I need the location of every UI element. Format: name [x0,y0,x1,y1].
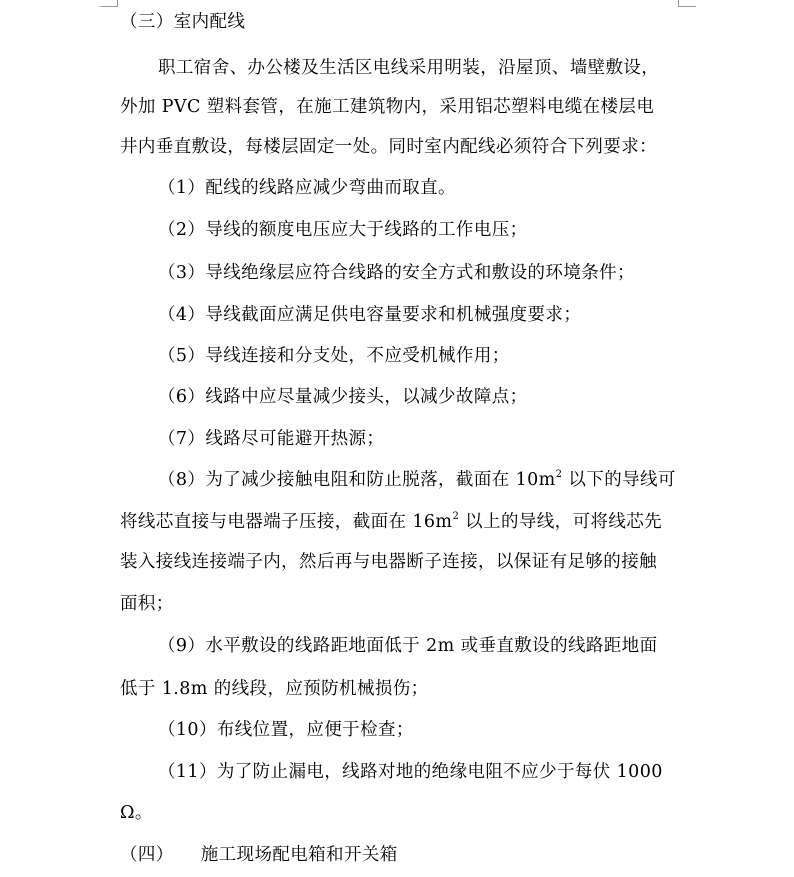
item-8-text-b: 以下的导线可 [562,470,676,490]
list-item-8-line-2 [120,510,662,534]
section-heading-3: （三）室内配线 [120,12,246,32]
item-8-text-a: （8）为了减少接触电阻和防止脱落，截面在 10m [158,470,556,490]
item-8-text-d: 以上的导线，可将线芯先 [459,512,663,532]
section-heading-4: （四） 施工现场配电箱和开关箱 [120,845,398,865]
crop-mark-top-left-vertical [117,0,118,7]
list-item-1: （1）配线的线路应减少弯曲而取直。 [158,178,456,198]
crop-mark-top-right [678,6,696,7]
list-item-8-line-1 [158,468,676,492]
list-item-2: （2）导线的额度电压应大于线路的工作电压； [158,220,528,240]
item-8-text-c: 将线芯直接与电器端子压接，截面在 16m [120,512,453,532]
list-item-7: （7）线路尽可能避开热源； [158,429,385,449]
list-item-3: （3）导线绝缘层应符合线路的安全方式和敷设的环境条件； [158,263,635,283]
superscript-2: 2 [452,511,460,523]
list-item-6: （6）线路中应尽量减少接头，以减少故障点； [158,387,528,407]
list-item-10: （10）布线位置，应便于检查； [158,720,414,740]
list-item-4: （4）导线截面应满足供电容量要求和机械强度要求； [158,305,582,325]
list-item-11-line-2: Ω。 [120,803,153,823]
crop-mark-top-left [100,6,118,7]
superscript-2: 2 [555,469,563,481]
list-item-9-line-2: 低于 1.8m 的线段，应预防机械损伤； [120,679,429,699]
list-item-11-line-1: （11）为了防止漏电，线路对地的绝缘电阻不应少于每伏 1000 [158,762,663,782]
list-item-9-line-1: （9）水平敷设的线路距地面低于 2m 或垂直敷设的线路距地面 [158,636,658,656]
intro-line-2: 外加 PVC 塑料套管，在施工建筑物内，采用铝芯塑料电缆在楼层电 [120,97,655,117]
crop-mark-top-right-vertical [678,0,679,7]
intro-line-1: 职工宿舍、办公楼及生活区电线采用明装，沿屋顶、墙壁敷设， [158,58,660,78]
list-item-8-line-3: 装入接线连接端子内，然后再与电器断子连接，以保证有足够的接触 [120,552,657,572]
intro-line-3: 井内垂直敷设，每楼层固定一处。同时室内配线必须符合下列要求： [120,137,657,157]
list-item-8-line-4: 面积； [120,594,174,614]
list-item-5: （5）导线连接和分支处，不应受机械作用； [158,346,510,366]
